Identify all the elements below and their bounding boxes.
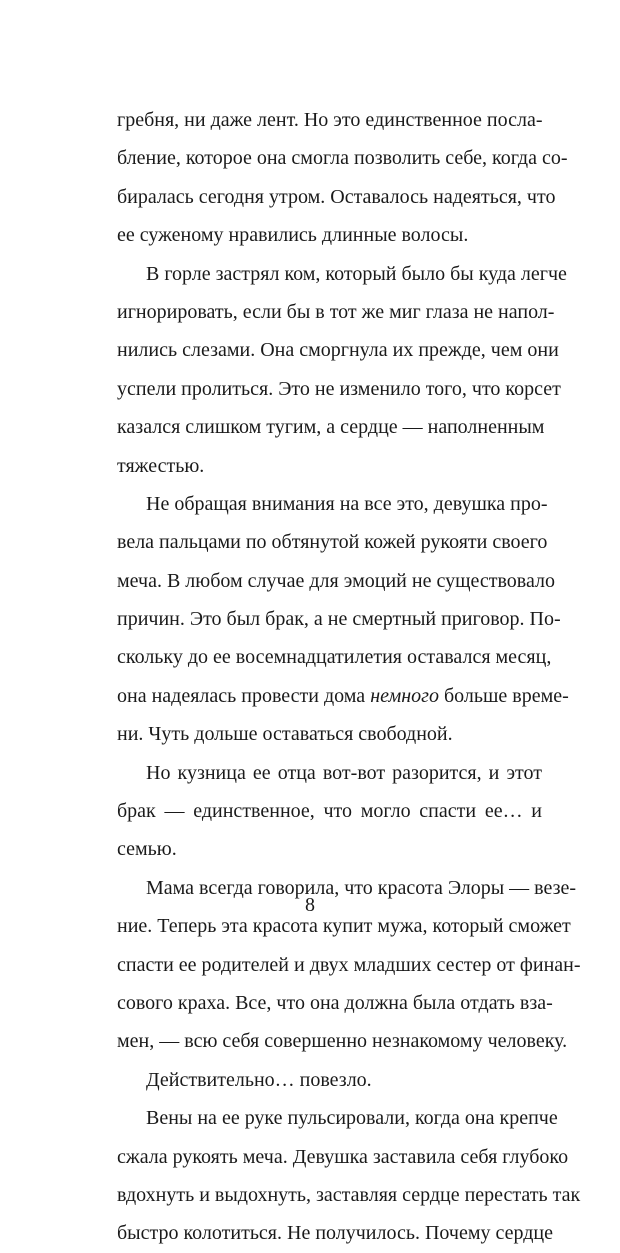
text-segment: вела пальцами по обтянутой кожей рукояти своего	[117, 531, 548, 554]
text-segment: быстро колотиться. Не получилось. Почему сердце	[117, 1222, 553, 1245]
text-line	[117, 139, 568, 177]
text-segment: Вены на ее руке пульсировали, когда она крепче	[146, 1107, 558, 1130]
text-line	[117, 562, 555, 600]
text-line	[117, 1099, 558, 1137]
text-line	[117, 523, 548, 561]
text-line	[117, 216, 542, 254]
text-segment: Не обращая внимания на все это, девушка про-	[146, 492, 548, 515]
text-segment: больше време-	[438, 684, 569, 707]
text-line	[117, 1061, 542, 1099]
text-segment: вдохнуть и выдохнуть, заставляя сердце перестать так	[117, 1183, 581, 1206]
text-line	[117, 1176, 581, 1214]
text-line	[117, 830, 542, 868]
text-line	[117, 485, 548, 523]
text-line	[117, 447, 542, 485]
text-segment: сового краха. Все, что она должна была отдать вза-	[117, 991, 553, 1014]
text-segment: спасти ее родителей и двух младших сестер от финан-	[117, 953, 581, 976]
text-line	[117, 331, 559, 369]
text-segment: игнорировать, если бы в тот же миг глаза не напол-	[117, 300, 555, 323]
text-line	[117, 293, 555, 331]
text-line	[117, 946, 581, 984]
text-segment: гребня, ни даже лент. Но это единственное посла-	[117, 109, 543, 131]
text-segment: сжала рукоять меча. Девушка заставила себя глубоко	[117, 1145, 569, 1168]
text-segment: В горле застрял ком, который было бы куда легче	[146, 262, 567, 285]
text-segment: нились слезами. Она сморгнула их прежде, чем они	[117, 339, 559, 362]
text-segment: Мама всегда говорила, что красота Элоры — везе-	[146, 876, 577, 899]
text-segment: биралась сегодня утром. Оставалось надеяться, что	[117, 185, 556, 208]
text-segment: казался слишком тугим, а сердце — наполненным	[117, 416, 545, 439]
text-segment: бление, которое она смогла позволить себе, когда со-	[117, 147, 568, 170]
text-line	[117, 101, 542, 139]
text-line	[117, 178, 556, 216]
text-line	[117, 1138, 569, 1176]
text-segment: мен, — всю себя совершенно незнакомому человеку.	[117, 1030, 568, 1053]
text-segment: скольку до ее восемнадцатилетия оставался месяц,	[117, 646, 552, 669]
text-line	[117, 677, 569, 715]
text-segment: ни. Чуть дольше оставаться свободной.	[117, 723, 453, 746]
text-line	[117, 1214, 553, 1252]
text-line	[117, 638, 552, 676]
text-line	[117, 754, 542, 792]
text-segment: причин. Это был брак, а не смертный приговор. По-	[117, 608, 561, 631]
text-segment: тяжестью.	[117, 454, 205, 477]
body-text	[117, 101, 581, 1253]
page-number: 8	[305, 894, 315, 916]
text-segment: брак — единственное, что могло спасти ее… и	[117, 800, 542, 823]
text-segment: успели пролиться. Это не изменило того, что корсет	[117, 377, 561, 400]
text-line	[117, 1022, 568, 1060]
text-line	[117, 600, 561, 638]
text-segment: Действительно… повезло.	[146, 1068, 372, 1091]
text-line	[117, 408, 545, 446]
italic-emphasis: немного	[370, 684, 439, 707]
text-segment: семью.	[117, 838, 177, 861]
text-segment: ние. Теперь эта красота купит мужа, который сможет	[117, 915, 571, 938]
text-line	[117, 255, 567, 293]
text-segment: она надеялась провести дома	[117, 684, 371, 707]
text-segment: Но кузница ее отца вот-вот разорится, и этот	[146, 761, 542, 784]
text-segment: ее суженому нравились длинные волосы.	[117, 224, 469, 247]
text-line	[117, 370, 561, 408]
text-line	[117, 792, 542, 830]
text-segment: меча. В любом случае для эмоций не существовало	[117, 569, 555, 592]
text-line	[117, 715, 542, 753]
text-line	[117, 984, 553, 1022]
